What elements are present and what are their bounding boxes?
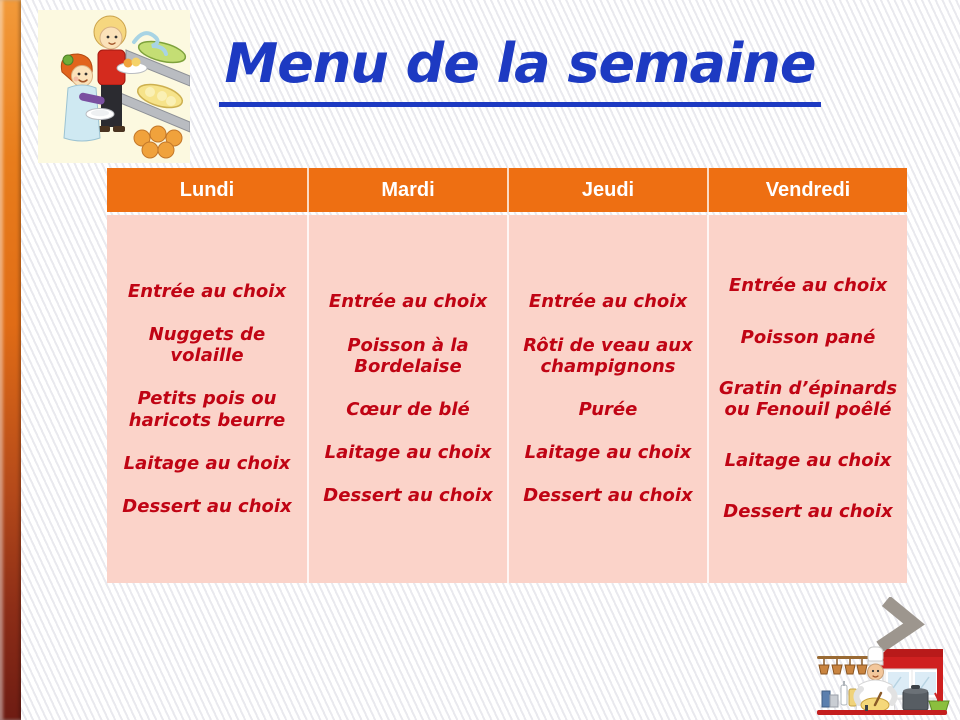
menu-item: Purée [578,399,638,420]
menu-item: Petits pois ou haricots beurre [128,388,286,431]
menu-cell-vendredi [707,215,907,583]
column-header-vendredi: Vendredi [707,168,907,212]
table-header-row [107,168,907,212]
menu-item: Cœur de blé [346,399,470,420]
menu-cell-mardi [307,215,507,583]
menu-item: Laitage au choix [524,442,692,464]
menu-item: Poisson pané [740,326,876,348]
title-wrap [140,32,900,107]
menu-item: Entrée au choix [528,291,688,313]
menu-item: Rôti de veau aux champignons [523,334,693,377]
menu-table [107,168,907,583]
menu-item: Laitage au choix [123,452,291,474]
menu-item: Poisson à la Bordelaise [347,334,469,377]
left-accent-bar [0,0,21,720]
menu-item: Entrée au choix [328,291,488,313]
column-header-jeudi: Jeudi [507,168,707,212]
menu-item: Gratin d’épinards ou Fenouil poêlé [718,377,898,420]
menu-item: Entrée au choix [728,275,888,297]
chef-illustration [811,643,951,718]
column-header-mardi: Mardi [307,168,507,212]
page-title: Menu de la semaine [219,32,822,107]
menu-item: Entrée au choix [127,280,287,302]
chef-illustration-svg [811,643,951,718]
table-body-row [107,215,907,583]
menu-item: Nuggets de volaille [148,323,266,367]
menu-item: Laitage au choix [724,450,892,472]
column-header-lundi: Lundi [179,178,235,201]
menu-item: Dessert au choix [122,496,292,518]
menu-item: Dessert au choix [523,485,693,507]
menu-cell-lundi [107,215,307,583]
menu-item: Dessert au choix [723,501,893,523]
menu-cell-jeudi [507,215,707,583]
menu-item: Dessert au choix [323,485,493,507]
menu-item: Laitage au choix [324,442,492,464]
